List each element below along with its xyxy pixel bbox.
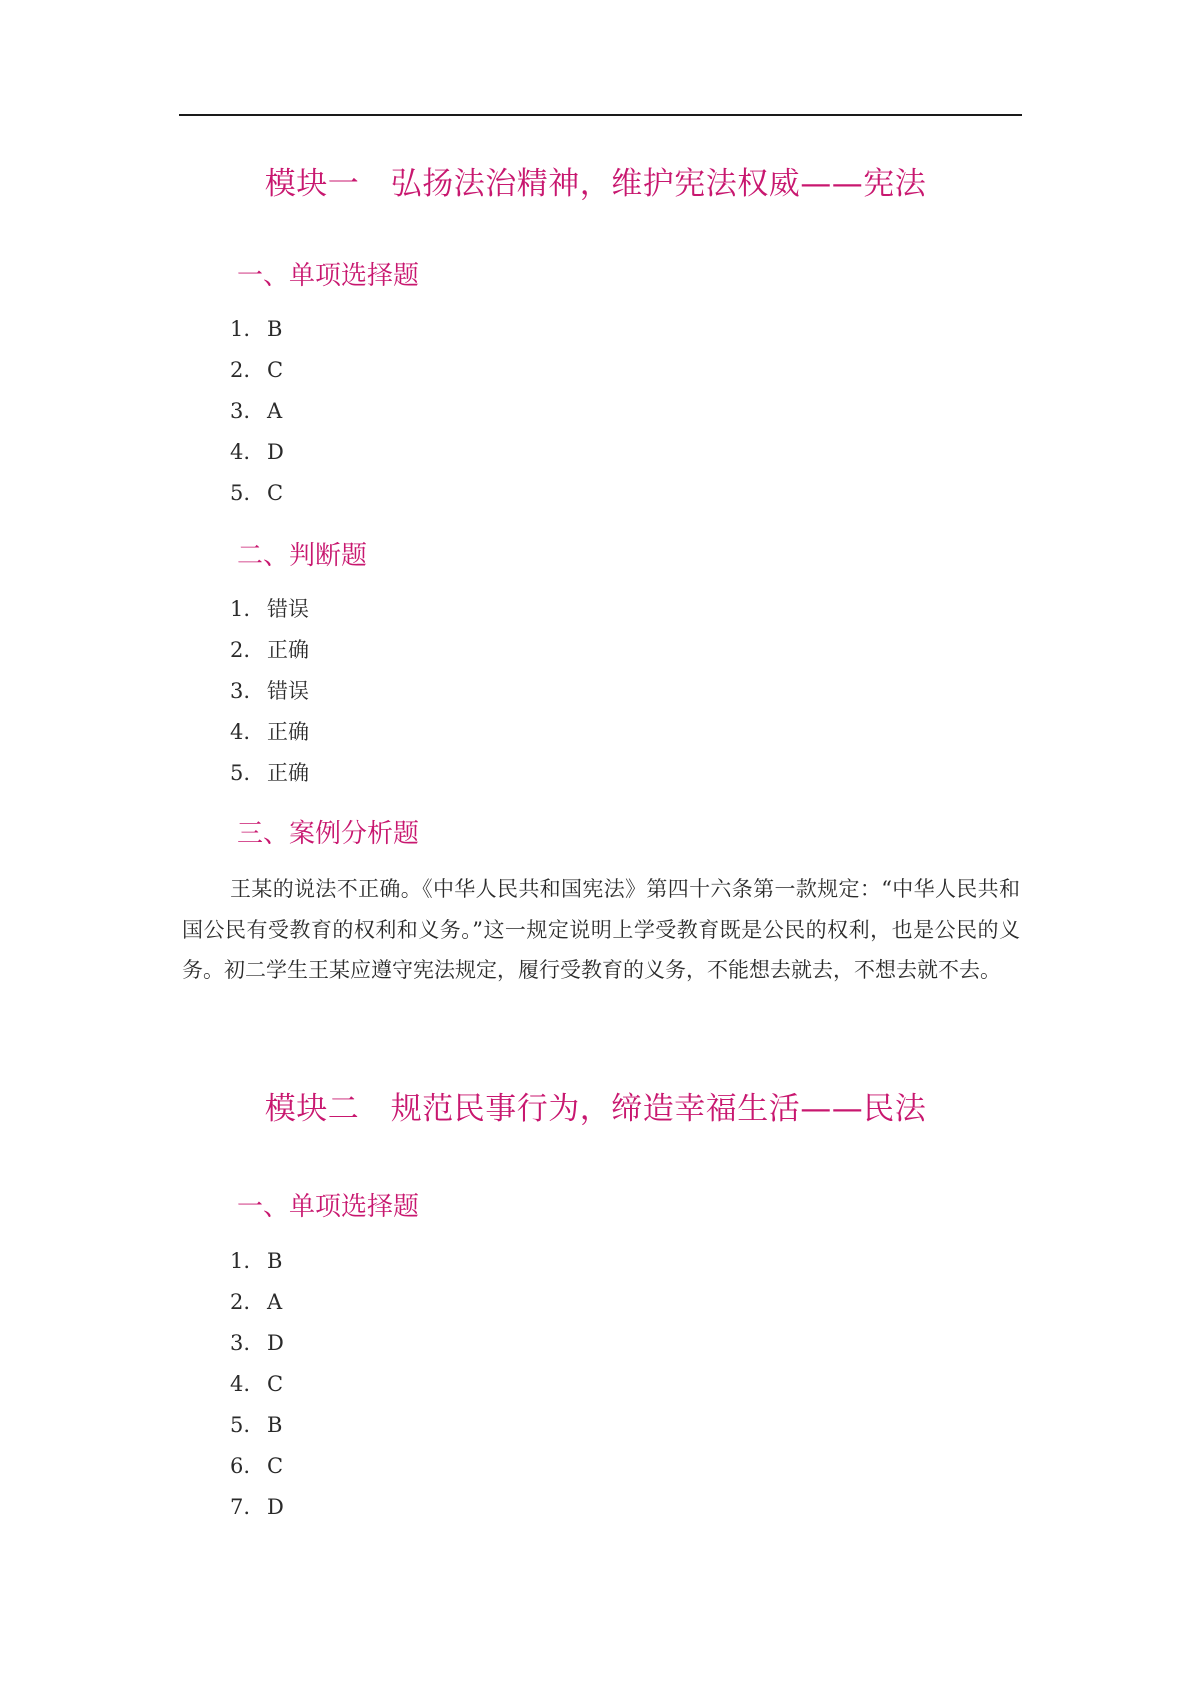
- item-answer: D: [267, 1331, 284, 1355]
- module2-single-choice-list: [230, 1241, 284, 1528]
- list-item: [230, 671, 309, 712]
- list-item: [230, 589, 309, 630]
- item-number: 1.: [230, 317, 251, 341]
- item-answer: 错误: [267, 679, 309, 703]
- module1-single-choice-list: [230, 309, 284, 514]
- list-item: [230, 1487, 284, 1528]
- item-number: 2.: [230, 358, 251, 382]
- item-number: 3.: [230, 1331, 251, 1355]
- list-item: [230, 1241, 284, 1282]
- item-number: 5.: [230, 761, 251, 785]
- list-item: [230, 1446, 284, 1487]
- item-answer: A: [267, 399, 283, 423]
- item-answer: B: [267, 1249, 283, 1273]
- module2-single-choice-heading: 一、单项选择题: [237, 1192, 420, 1222]
- case-analysis-paragraph: 王某的说法不正确。《中华人民共和国宪法》第四十六条第一款规定：“中华人民共和国公民有受教育的权利和义务。”这一规定说明上学受教育既是公民的权利，也是公民的义务。初二学生王某应遵守宪法规定，履行受教育的义务，不能想去就去，不想去就不去。: [182, 877, 1020, 982]
- item-number: 3.: [230, 399, 251, 423]
- item-answer: C: [267, 358, 284, 382]
- item-number: 2.: [230, 638, 251, 662]
- list-item: [230, 1323, 284, 1364]
- item-answer: 正确: [267, 638, 309, 662]
- module2-title: 模块二 规范民事行为，缔造幸福生活——民法: [264, 1091, 927, 1127]
- list-item: [230, 350, 284, 391]
- item-number: 4.: [230, 1372, 251, 1396]
- list-item: [230, 630, 309, 671]
- item-answer: D: [267, 440, 284, 464]
- item-number: 2.: [230, 1290, 251, 1314]
- item-number: 7.: [230, 1495, 251, 1519]
- list-item: [230, 1282, 284, 1323]
- item-number: 6.: [230, 1454, 251, 1478]
- module1-case-analysis-heading: 三、案例分析题: [237, 819, 420, 849]
- header-rule: [179, 114, 1022, 116]
- list-item: [230, 753, 309, 794]
- list-item: [230, 1364, 284, 1405]
- item-number: 4.: [230, 720, 251, 744]
- item-answer: B: [267, 317, 283, 341]
- item-number: 5.: [230, 1413, 251, 1437]
- list-item: [230, 473, 284, 514]
- item-answer: 错误: [267, 597, 309, 621]
- list-item: [230, 432, 284, 473]
- item-number: 3.: [230, 679, 251, 703]
- list-item: [230, 391, 284, 432]
- module1-true-false-list: [230, 589, 309, 794]
- item-answer: 正确: [267, 720, 309, 744]
- module1-title: 模块一 弘扬法治精神，维护宪法权威——宪法: [264, 166, 927, 202]
- item-answer: 正确: [267, 761, 309, 785]
- item-answer: C: [267, 481, 284, 505]
- module1-single-choice-heading: 一、单项选择题: [237, 261, 420, 291]
- item-answer: B: [267, 1413, 283, 1437]
- item-answer: C: [267, 1372, 284, 1396]
- list-item: [230, 712, 309, 753]
- module1-true-false-heading: 二、判断题: [237, 541, 368, 571]
- item-answer: A: [267, 1290, 283, 1314]
- list-item: [230, 1405, 284, 1446]
- item-answer: D: [267, 1495, 284, 1519]
- item-number: 1.: [230, 1249, 251, 1273]
- list-item: [230, 309, 284, 350]
- item-number: 5.: [230, 481, 251, 505]
- item-number: 1.: [230, 597, 251, 621]
- item-answer: C: [267, 1454, 284, 1478]
- item-number: 4.: [230, 440, 251, 464]
